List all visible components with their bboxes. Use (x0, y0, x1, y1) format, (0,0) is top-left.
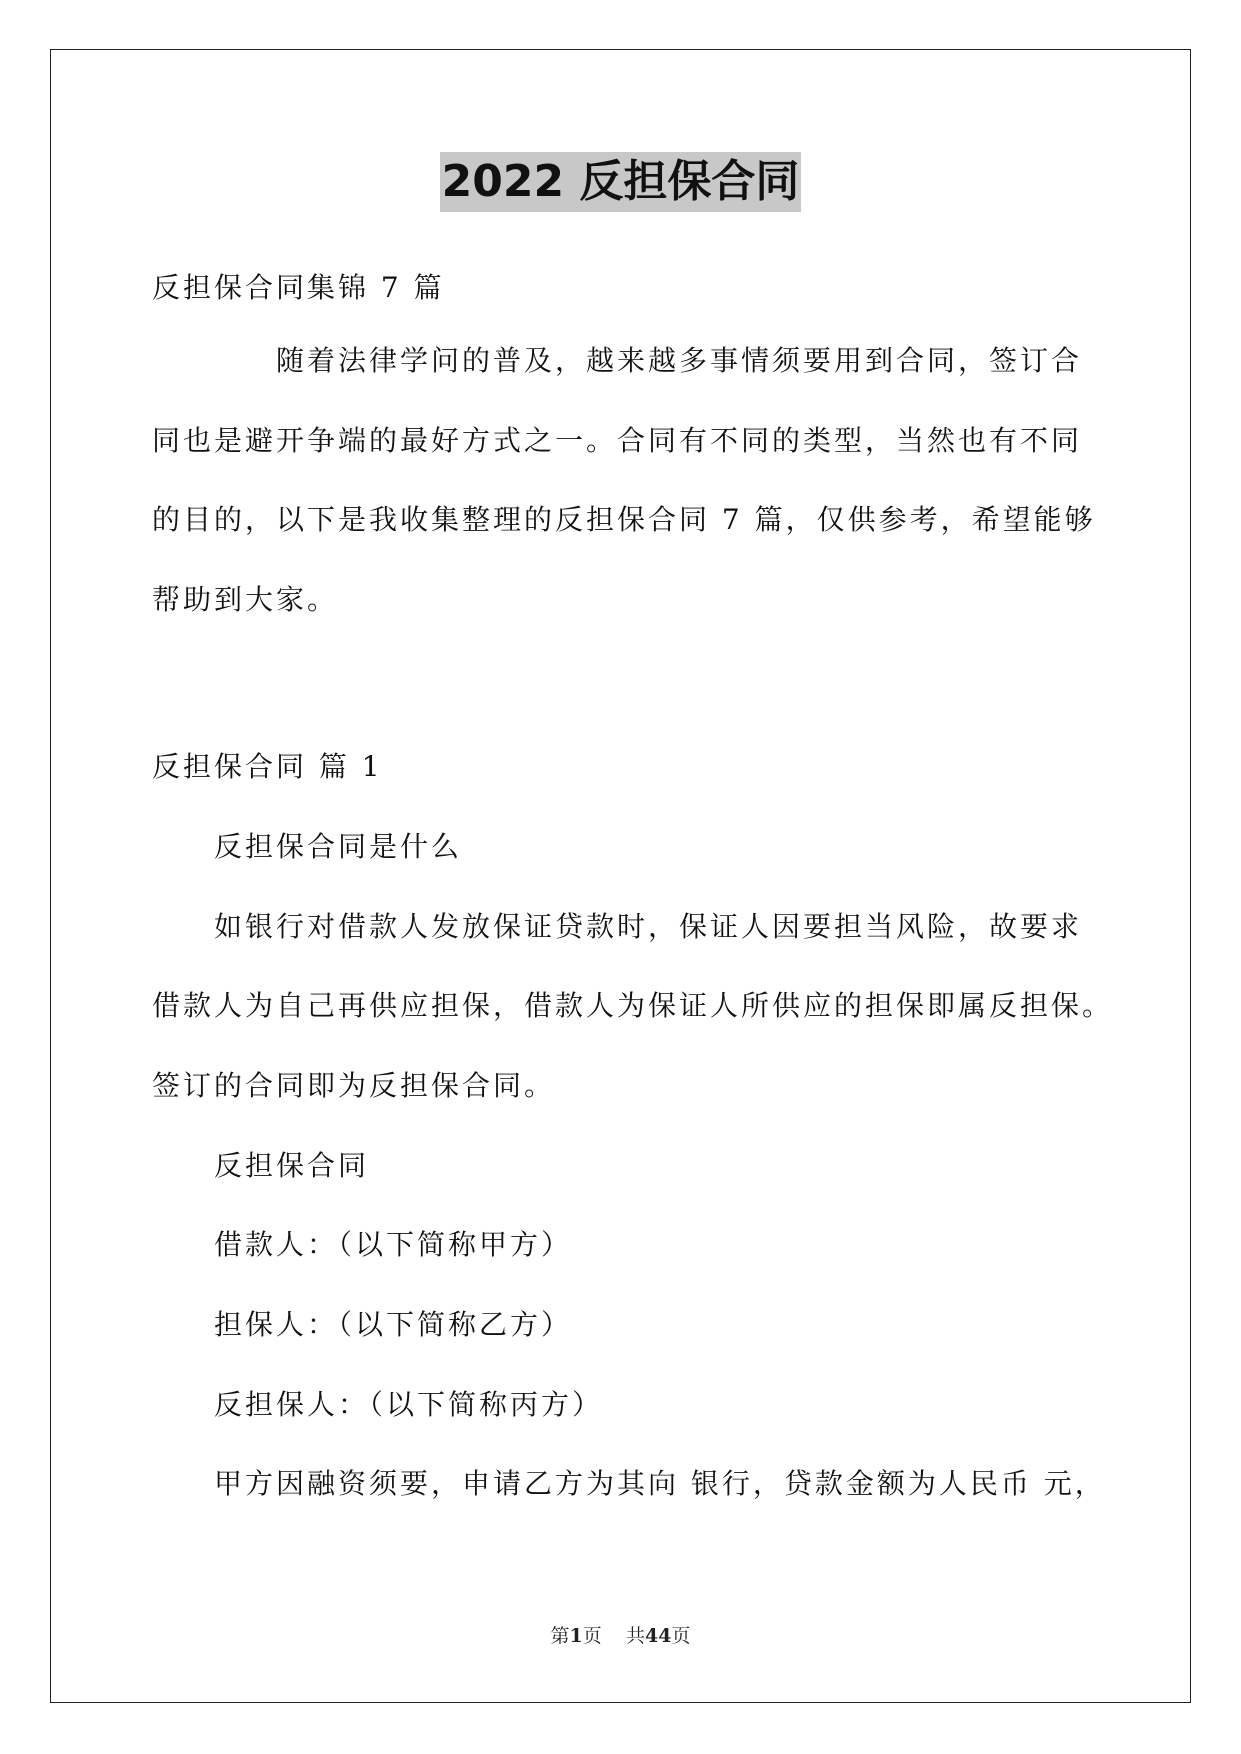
page-footer (0, 1622, 1241, 1650)
intro-line-2: 同也是避开争端的最好方式之一。合同有不同的类型，当然也有不同 (152, 424, 1083, 457)
document-subtitle: 反担保合同集锦 7 篇 (152, 271, 445, 304)
party-guarantor: 担保人：（以下简称乙方） (214, 1308, 573, 1341)
section1-heading: 反担保合同 篇 1 (152, 750, 383, 783)
definition-line-1: 如银行对借款人发放保证贷款时，保证人因要担当风险，故要求 (214, 910, 1083, 943)
title-wrap (0, 152, 1241, 212)
document-title: 2022 反担保合同 (440, 152, 802, 212)
intro-line-4: 帮助到大家。 (152, 583, 339, 616)
financing-line: 甲方因融资须要，申请乙方为其向 银行，贷款金额为人民币 元， (214, 1467, 1106, 1500)
contract-title: 反担保合同 (214, 1149, 370, 1182)
party-borrower: 借款人：（以下简称甲方） (214, 1228, 573, 1261)
definition-line-3: 签订的合同即为反担保合同。 (152, 1069, 556, 1102)
intro-line-3: 的目的，以下是我收集整理的反担保合同 7 篇，仅供参考，希望能够 (152, 503, 1096, 536)
question-heading: 反担保合同是什么 (214, 830, 463, 863)
footer-page-suffix: 页 (582, 1625, 602, 1647)
footer-page-prefix: 第 (550, 1625, 570, 1647)
intro-line-1: 随着法律学问的普及，越来越多事情须要用到合同，签订合 (276, 344, 1083, 377)
footer-total-prefix: 共 (625, 1625, 645, 1647)
footer-total-pages: 44 (644, 1625, 672, 1647)
definition-line-2: 借款人为自己再供应担保，借款人为保证人所供应的担保即属反担保。 (152, 989, 1114, 1022)
party-counter-guarantor: 反担保人：（以下简称丙方） (214, 1388, 604, 1421)
footer-total-suffix: 页 (671, 1625, 691, 1647)
footer-page-number: 1 (569, 1625, 583, 1647)
